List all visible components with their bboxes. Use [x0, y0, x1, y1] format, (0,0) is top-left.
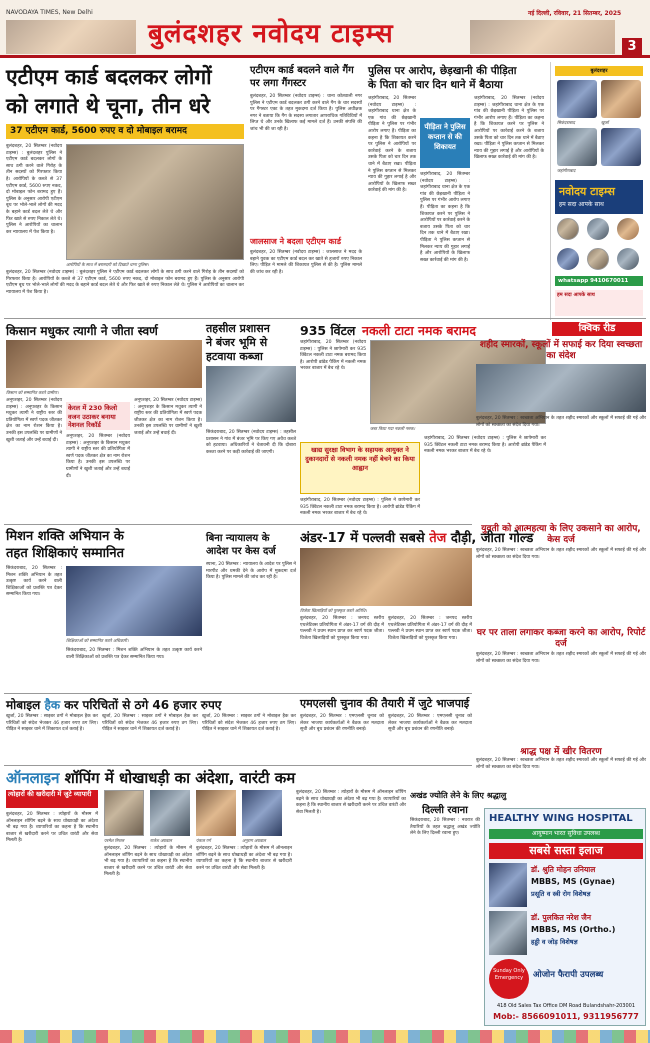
police-body-col2: जहांगीराबाद, 20 सितम्बर (नवोदय टाइम्स) : जहांगीराबाद थाना क्षेत्र के एक गांव की छेड़खानी पीड़िता ने पुलिस पर गंभीर आरोप लगाए हैं। पीड़िता का कहना है कि शिकायत करने पर पुलिस ने आरोपियों पर कार्रवाई करने के बजाय उसके पिता को चार दिन तक थाने में बैठाए रखा। पीड़िता ने पुलिस कप्तान से मिलकर न्याय की गुहार लगाई है और आरोपियों के खिलाफ सख्त कार्रवाई की मांग की है।	[420, 172, 470, 263]
mobile-body: खुर्जा, 20 सितम्बर : साइबर ठगों ने मोबाइल हैक कर परिचितों को संदेश भेजकर 46 हजार रुपए ठग लिए। पीड़ित ने साइबर थाने में शिकायत दर्ज कराई है।	[6, 714, 98, 733]
online-person-2: राजेश अग्रवाल	[150, 838, 172, 843]
tata-caption: जब्त किया गया नकली नमक।	[370, 426, 416, 431]
sidebar-avatar-3	[617, 218, 639, 240]
ad-doctor-2-photo	[489, 911, 527, 955]
tehsil-headline-2: ने बंजर भूमि से	[206, 336, 268, 349]
online-body-4: बुलंदशहर, 20 सितम्बर : त्योहारों के मौसम में ऑनलाइन शॉपिंग बढ़ने के साथ धोखाधड़ी का अंदेशा भी बढ़ गया है। व्यापारियों का कहना है कि स्थानीय बाजार से खरीदारी करने पर उचित वारंटी और सेवा मिलती है।	[296, 790, 406, 815]
sidebar-avatar-2	[587, 218, 609, 240]
lead-headline-1: एटीएम कार्ड बदलकर लोगों	[6, 65, 212, 89]
masthead-monument-right	[470, 20, 615, 54]
tata-headline-a: 935 विंटल	[300, 323, 356, 338]
quick-headline: शहीद स्मारकों, स्कूलों में सफाई कर दिया स्वच्छता का संदेश	[479, 340, 643, 361]
mlc-headline: एमएलसी चुनाव की तैयारी में जुटे भाजपाई	[300, 697, 470, 710]
divider	[4, 318, 646, 319]
hospital-ad	[484, 808, 646, 1026]
ad-big: सबसे सस्ता इलाज	[489, 843, 643, 859]
quick-sub1: युवती को आत्महत्या के लिए उकसाने का आरोप, केस दर्ज	[481, 524, 641, 545]
quick-sub2-body: बुलंदशहर, 20 सितम्बर : स्वच्छता अभियान के तहत शहीद स्मारकों और स्कूलों में सफाई की गई और लोगों को स्वच्छता का संदेश दिया गया।	[476, 652, 646, 664]
quick-body: बुलंदशहर, 20 सितम्बर : स्वच्छता अभियान के तहत शहीद स्मारकों और स्कूलों में सफाई की गई और लोगों को स्वच्छता का संदेश दिया गया।	[476, 416, 646, 428]
police-headline-1: पुलिस पर आरोप, छेड़खानी की पीड़िता	[368, 65, 517, 77]
online-body-3: बुलंदशहर, 20 सितम्बर : त्योहारों के मौसम में ऑनलाइन शॉपिंग बढ़ने के साथ धोखाधड़ी का अंदेशा भी बढ़ गया है। व्यापारियों का कहना है कि स्थानीय बाजार से खरीदारी करने पर उचित वारंटी और सेवा मिलती है।	[196, 846, 292, 871]
sidebar-photo-2	[601, 80, 641, 118]
divider-2	[4, 524, 472, 525]
sidebar-avatar-6	[617, 248, 639, 270]
online-photo-3	[196, 790, 236, 836]
mobile-body-2: खुर्जा, 20 सितम्बर : साइबर ठगों ने मोबाइल हैक कर परिचितों को संदेश भेजकर 46 हजार रुपए ठग लिए। पीड़ित ने साइबर थाने में शिकायत दर्ज कराई है।	[102, 714, 198, 733]
quick-sub1-body: बुलंदशहर, 20 सितम्बर : स्वच्छता अभियान के तहत शहीद स्मारकों और स्कूलों में सफाई की गई और लोगों को स्वच्छता का संदेश दिया गया।	[476, 548, 646, 560]
sidebar-promo-note: हम सदा आपके साथ	[555, 290, 643, 316]
under17-headline	[300, 528, 534, 546]
online-headline	[6, 768, 406, 788]
mission-headline-1: मिशन शक्ति अभियान के	[6, 529, 124, 544]
online-photo-1	[104, 790, 144, 836]
lead-photo-caption: आरोपियों के साथ में बरामदगी को दिखाते थाना पुलिस।	[66, 262, 149, 267]
sidebar-promo-box	[555, 180, 643, 214]
sidebar-caption-3: जहांगीराबाद	[557, 168, 576, 173]
masthead-monument-left	[6, 20, 136, 54]
sidebar-photo-4	[601, 128, 641, 166]
masthead-title: बुलंदशहर नवोदय टाइम्स	[148, 19, 394, 49]
delhi-headline-2: दिल्ली रवाना	[422, 805, 468, 816]
sidebar-whatsapp[interactable]: whatsapp 9410670011	[555, 276, 643, 286]
online-body-2: बुलंदशहर, 20 सितम्बर : त्योहारों के मौसम में ऑनलाइन शॉपिंग बढ़ने के साथ धोखाधड़ी का अंदेशा भी बढ़ गया है। व्यापारियों का कहना है कि स्थानीय बाजार से खरीदारी करने पर उचित वारंटी और सेवा मिलती है।	[104, 846, 192, 878]
sidebar-photo-1	[557, 80, 597, 118]
mission-photo	[66, 566, 202, 636]
quick-read-tag: क्विक रीड	[552, 322, 642, 336]
mission-caption: शिक्षिकाओं को सम्मानित करते अधिकारी।	[66, 638, 129, 643]
lead-subhead: 37 एटीएम कार्ड, 5600 रुपए व दो मोबाइल बरामद	[6, 124, 244, 139]
sidebar-title: बुलंदशहर	[555, 66, 643, 76]
tata-callout: खाद्य सुरक्षा विभाग के सहायक आयुक्त ने दुकानदारों से नकली नमक नहीं बेचने का किया आह्वान	[300, 442, 420, 494]
tehsil-photo	[206, 366, 296, 422]
online-photo-2	[150, 790, 190, 836]
tata-body: जहांगीराबाद, 20 सितम्बर (नवोदय टाइम्स) : पुलिस ने छापेमारी कर 935 क्विंटल नकली टाटा नमक बरामद किया है। आरोपी ब्रांडेड पैकिंग में नकली नमक भरकर बाजार में बेच रहे थे।	[300, 340, 366, 372]
under17-headline-c: दौड़ी, जीता गोल्ड	[450, 531, 534, 546]
page-number: 3	[622, 38, 642, 56]
online-person-3: पंकज गर्ग	[196, 838, 211, 843]
lead-headline-2: को लगाते थे चूना, तीन धरे	[6, 94, 210, 118]
kisan-body-2: अनूपशहर, 20 सितम्बर (नवोदय टाइम्स) : अनूपशहर के किसान मधुकर त्यागी ने राष्ट्रीय स्तर की प्रतियोगिता में स्वर्ण पदक जीतकर क्षेत्र का नाम रोशन किया है। उनकी इस उपलब्धि पर ग्रामीणों ने खुशी जताई और उन्हें बधाई दी।	[66, 434, 130, 479]
tata-headline-b: नकली टाटा नमक बरामद	[362, 323, 476, 338]
divider-3	[4, 693, 472, 694]
online-person-4: अनुराग अग्रवाल	[242, 838, 266, 843]
ad-spec2: हड्डी व जोड़ विशेषज्ञ	[531, 938, 578, 946]
kisan-body-3: अनूपशहर, 20 सितम्बर (नवोदय टाइम्स) : अनूपशहर के किसान मधुकर त्यागी ने राष्ट्रीय स्तर की प्रतियोगिता में स्वर्ण पदक जीतकर क्षेत्र का नाम रोशन किया है। उनकी इस उपलब्धि पर ग्रामीणों ने खुशी जताई और उन्हें बधाई दी।	[134, 398, 202, 436]
ad-doctor-1-photo	[489, 863, 527, 907]
lead-photo	[66, 144, 244, 260]
ad-tagline: आयुष्मान भारत सुविधा उपलब्ध	[489, 829, 643, 839]
kisan-body: अनूपशहर, 20 सितम्बर (नवोदय टाइम्स) : अनूपशहर के किसान मधुकर त्यागी ने राष्ट्रीय स्तर की प्रतियोगिता में स्वर्ण पदक जीतकर क्षेत्र का नाम रोशन किया है। उनकी इस उपलब्धि पर ग्रामीणों ने खुशी जताई और उन्हें बधाई दी।	[6, 398, 62, 443]
kisan-headline: किसान मधुकर त्यागी ने जीता स्वर्ण	[6, 324, 158, 338]
sidebar-avatar-4	[557, 248, 579, 270]
mobile-headline-a: मोबाइल	[6, 698, 41, 712]
nyay-body: स्याना, 20 सितम्बर : न्यायालय के आदेश पर पुलिस ने मारपीट और धमकी देने के आरोप में मुकदमा दर्ज किया है। पुलिस मामले की जांच कर रही है।	[206, 562, 296, 581]
mobile-headline-c: कर परिचितों से ठगे 46 हजार रुपए	[64, 698, 222, 712]
mlc-body-2: बुलंदशहर, 20 सितम्बर : एमएलसी चुनाव को लेकर भाजपा कार्यकर्ताओं ने बैठक कर मतदाता सूची और बूथ प्रबंधन की रणनीति बनाई।	[388, 714, 472, 733]
online-person-1: परमेश मित्तल	[104, 838, 125, 843]
masthead-date: नई दिल्ली, रविवार, 21 सितम्बर, 2025	[528, 10, 622, 17]
under17-caption: विजेता खिलाड़ियों को पुरस्कृत करते अतिथि।	[300, 608, 367, 613]
sidebar-caption-2: खुर्जा	[601, 120, 609, 125]
mobile-body-3: खुर्जा, 20 सितम्बर : साइबर ठगों ने मोबाइल हैक कर परिचितों को संदेश भेजकर 46 हजार रुपए ठग लिए। पीड़ित ने साइबर थाने में शिकायत दर्ज कराई है।	[202, 714, 296, 733]
police-headline-2: के पिता को चार दिन थाने में बैठाया	[368, 79, 503, 91]
sidebar-caption-1: सिकंदराबाद	[557, 120, 575, 125]
sidebar-promo-sub: हम सदा आपके साथ	[559, 201, 604, 208]
mission-headline-2: तहत शिक्षिकाएं सम्मानित	[6, 546, 125, 561]
ad-doc2: डॉ. पुलकित नरेश जैन	[531, 913, 592, 922]
ad-pharm: ओजोन फैरापी उपलब्ध	[533, 970, 604, 980]
quick-sub3: श्राद्ध पक्ष में खीर वितरण	[520, 747, 602, 757]
delhi-headline-1: अखंड ज्योति लेने के लिए श्रद्धालु	[410, 791, 507, 800]
footer-bar	[0, 1030, 650, 1043]
ad-address: 418 Old Sales Tax Office DM Road Bulandshahr-203001	[496, 1003, 636, 1009]
online-kicker: त्योहारों की खरीदारी में जुटे व्यापारी	[6, 790, 98, 808]
under17-headline-b: तेज	[429, 531, 447, 546]
police-body-col3: जहांगीराबाद, 20 सितम्बर (नवोदय टाइम्स) : जहांगीराबाद थाना क्षेत्र के एक गांव की छेड़खानी पीड़िता ने पुलिस पर गंभीर आरोप लगाए हैं। पीड़िता का कहना है कि शिकायत करने पर पुलिस ने आरोपियों पर कार्रवाई करने के बजाय उसके पिता को चार दिन तक थाने में बैठाए रखा। पीड़िता ने पुलिस कप्तान से मिलकर न्याय की गुहार लगाई है और आरोपियों के खिलाफ सख्त कार्रवाई की मांग की है।	[474, 96, 544, 161]
lead-body-col1: बुलंदशहर, 20 सितम्बर (नवोदय टाइम्स) : बुलंदशहर पुलिस ने एटीएम कार्ड बदलकर लोगों के साथ ठगी करने वाले गिरोह के तीन सदस्यों को गिरफ्तार किया है। आरोपियों के कब्जे से 37 एटीएम कार्ड, 5600 रुपए नकद, दो मोबाइल फोन बरामद हुए हैं। पुलिस के अनुसार आरोपी एटीएम बूथ पर भोले-भाले लोगों की मदद के बहाने कार्ड बदल लेते थे और फिर खाते से रुपए निकाल लेते थे। पुलिस ने आरोपियों का चालान कर न्यायालय में पेश किया है।	[6, 144, 62, 235]
nyay-headline-1: बिना न्यायालय के	[206, 533, 270, 544]
gangster-body: बुलंदशहर, 20 सितम्बर (नवोदय टाइम्स) : थाना कोतवाली नगर पुलिस ने एटीएम कार्ड बदलकर ठगी करने वाले गैंग के चार सदस्यों पर गैंगस्टर एक्ट के तहत मुकदमा दर्ज किया है। पुलिस अधीक्षक नगर ने बताया कि गैंग के सदस्य लगातार आपराधिक गतिविधियों में लिप्त थे और उनके खिलाफ कई मामले दर्ज हैं। उनकी संपत्ति की जांच भी की जा रही है।	[250, 94, 362, 132]
atm-fire-headline: जालसाज ने बदला एटीएम कार्ड	[250, 237, 341, 246]
sidebar-photo-3	[557, 128, 597, 166]
quick-sub2: घर पर ताला लगाकर कब्जा करने का आरोप, रिपोर्ट दर्ज	[476, 628, 646, 649]
online-headline-a: ऑनलाइन	[6, 769, 60, 787]
under17-body: बुलंदशहर, 20 सितम्बर : जनपद स्तरीय एथलेटिक्स प्रतियोगिता में अंडर-17 वर्ग की दौड़ में पल्लवी ने प्रथम स्थान प्राप्त कर स्वर्ण पदक जीता। विजेता खिलाड़ियों को पुरस्कृत किया गया।	[300, 616, 384, 641]
delhi-body: सिकंदराबाद, 20 सितम्बर : नवरात्र की तैयारियों के तहत श्रद्धालु अखंड ज्योति लेने के लिए दिल्ली रवाना हुए।	[410, 818, 480, 837]
atm-fire-body: बुलंदशहर, 20 सितम्बर (नवोदय टाइम्स) : जालसाज ने मदद के बहाने युवक का एटीएम कार्ड बदल कर खाते से हजारों रुपए निकाल लिए। पीड़ित ने मामले की शिकायत पुलिस से की है। पुलिस मामले की जांच कर रही है।	[250, 250, 362, 275]
ad-deg1: MBBS, MS (Gynae)	[531, 877, 615, 886]
kisan-photo	[6, 340, 202, 388]
ad-doc1: डॉ. श्रुति मोहन उनियाल	[531, 865, 596, 874]
mission-body: सिकंदराबाद, 20 सितम्बर : मिशन शक्ति अभियान के तहत उत्कृष्ट कार्य करने वाली शिक्षिकाओं को प्रशस्ति पत्र देकर सम्मानित किया गया।	[6, 566, 62, 598]
ad-spec1: प्रसूति व स्त्री रोग विशेषज्ञ	[531, 890, 591, 898]
tata-body-2: जहांगीराबाद, 20 सितम्बर (नवोदय टाइम्स) : पुलिस ने छापेमारी कर 935 क्विंटल नकली टाटा नमक बरामद किया है। आरोपी ब्रांडेड पैकिंग में नकली नमक भरकर बाजार में बेच रहे थे।	[300, 498, 420, 517]
divider-4	[4, 765, 472, 766]
mobile-headline	[6, 696, 296, 713]
under17-body-2: बुलंदशहर, 20 सितम्बर : जनपद स्तरीय एथलेटिक्स प्रतियोगिता में अंडर-17 वर्ग की दौड़ में पल्लवी ने प्रथम स्थान प्राप्त कर स्वर्ण पदक जीता। विजेता खिलाड़ियों को पुरस्कृत किया गया।	[388, 616, 472, 641]
tehsil-headline-3: हटवाया कब्जा	[206, 350, 263, 363]
sidebar-promo-title: नवोदय टाइम्स	[559, 185, 615, 198]
mlc-body: बुलंदशहर, 20 सितम्बर : एमएलसी चुनाव को लेकर भाजपा कार्यकर्ताओं ने बैठक कर मतदाता सूची और बूथ प्रबंधन की रणनीति बनाई।	[300, 714, 384, 733]
under17-headline-a: अंडर-17 में पल्लवी सबसे	[300, 531, 425, 546]
tata-body-3: जहांगीराबाद, 20 सितम्बर (नवोदय टाइम्स) : पुलिस ने छापेमारी कर 935 क्विंटल नकली टाटा नमक बरामद किया है। आरोपी ब्रांडेड पैकिंग में नकली नमक भरकर बाजार में बेच रहे थे।	[424, 436, 546, 455]
online-photo-4	[242, 790, 282, 836]
police-body-col1: जहांगीराबाद, 20 सितम्बर (नवोदय टाइम्स) : जहांगीराबाद थाना क्षेत्र के एक गांव की छेड़खानी पीड़िता ने पुलिस पर गंभीर आरोप लगाए हैं। पीड़िता का कहना है कि शिकायत करने पर पुलिस ने आरोपियों पर कार्रवाई करने के बजाय उसके पिता को चार दिन तक थाने में बैठाए रखा। पीड़िता ने पुलिस कप्तान से मिलकर न्याय की गुहार लगाई है और आरोपियों के खिलाफ सख्त कार्रवाई की मांग की है।	[368, 96, 416, 194]
sidebar	[550, 62, 646, 320]
mobile-headline-b: हैक	[44, 698, 61, 712]
ad-deg2: MBBS, MS (Ortho.)	[531, 925, 616, 934]
quick-sub3-body: बुलंदशहर, 20 सितम्बर : स्वच्छता अभियान के तहत शहीद स्मारकों और स्कूलों में सफाई की गई और लोगों को स्वच्छता का संदेश दिया गया।	[476, 758, 646, 770]
sidebar-avatar-1	[557, 218, 579, 240]
mission-body-2: सिकंदराबाद, 20 सितम्बर : मिशन शक्ति अभियान के तहत उत्कृष्ट कार्य करने वाली शिक्षिकाओं को प्रशस्ति पत्र देकर सम्मानित किया गया।	[66, 648, 202, 660]
gangster-headline: एटीएम कार्ड बदलने वाले गैंग पर लगा गैंगस्टर	[250, 65, 354, 89]
kisan-box: केरल में 230 किलो वजन उठाकर बनाया नेशनल रिकॉर्ड	[66, 402, 130, 430]
online-headline-b: शॉपिंग में धोखाधड़ी का अंदेशा, वारंटी कम	[64, 769, 296, 787]
masthead-tag: NAVODAYA TIMES, New Delhi	[6, 9, 93, 16]
tehsil-headline-1: तहसील प्रशासन	[206, 322, 270, 335]
nyay-headline-2: आदेश पर केस दर्ज	[206, 546, 276, 557]
ad-hospital: HEALTHY WING HOSPITAL	[489, 813, 633, 824]
under17-photo	[300, 548, 472, 606]
ad-mob: Mob:- 8566091011, 9311956777	[493, 1012, 639, 1021]
quick-photo	[476, 364, 646, 412]
tehsil-body: सिकंदराबाद, 20 सितम्बर (नवोदय टाइम्स) : तहसील प्रशासन ने गांव में बंजर भूमि पर किए गए अवैध कब्जे को हटवाया। अधिकारियों ने चेतावनी दी कि दोबारा कब्जा करने पर कड़ी कार्रवाई की जाएगी।	[206, 430, 296, 455]
sidebar-avatar-5	[587, 248, 609, 270]
online-body: बुलंदशहर, 20 सितम्बर : त्योहारों के मौसम में ऑनलाइन शॉपिंग बढ़ने के साथ धोखाधड़ी का अंदेशा भी बढ़ गया है। व्यापारियों का कहना है कि स्थानीय बाजार से खरीदारी करने पर उचित वारंटी और सेवा मिलती है।	[6, 812, 98, 844]
ad-badge: Sunday Only Emergency	[489, 959, 529, 999]
police-callout: पीड़िता ने पुलिस कप्तान से की शिकायत	[420, 118, 470, 168]
lead-body: बुलंदशहर, 20 सितम्बर (नवोदय टाइम्स) : बुलंदशहर पुलिस ने एटीएम कार्ड बदलकर लोगों के साथ ठगी करने वाले गिरोह के तीन सदस्यों को गिरफ्तार किया है। आरोपियों के कब्जे से 37 एटीएम कार्ड, 5600 रुपए नकद, दो मोबाइल फोन बरामद हुए हैं। पुलिस के अनुसार आरोपी एटीएम बूथ पर भोले-भाले लोगों की मदद के बहाने कार्ड बदल लेते थे और फिर खाते से रुपए निकाल लेते थे। पुलिस ने आरोपियों का चालान कर न्यायालय में पेश किया है।	[6, 270, 244, 295]
kisan-caption: किसान को सम्मानित करते ग्रामीण।	[6, 390, 59, 395]
masthead	[0, 0, 650, 58]
